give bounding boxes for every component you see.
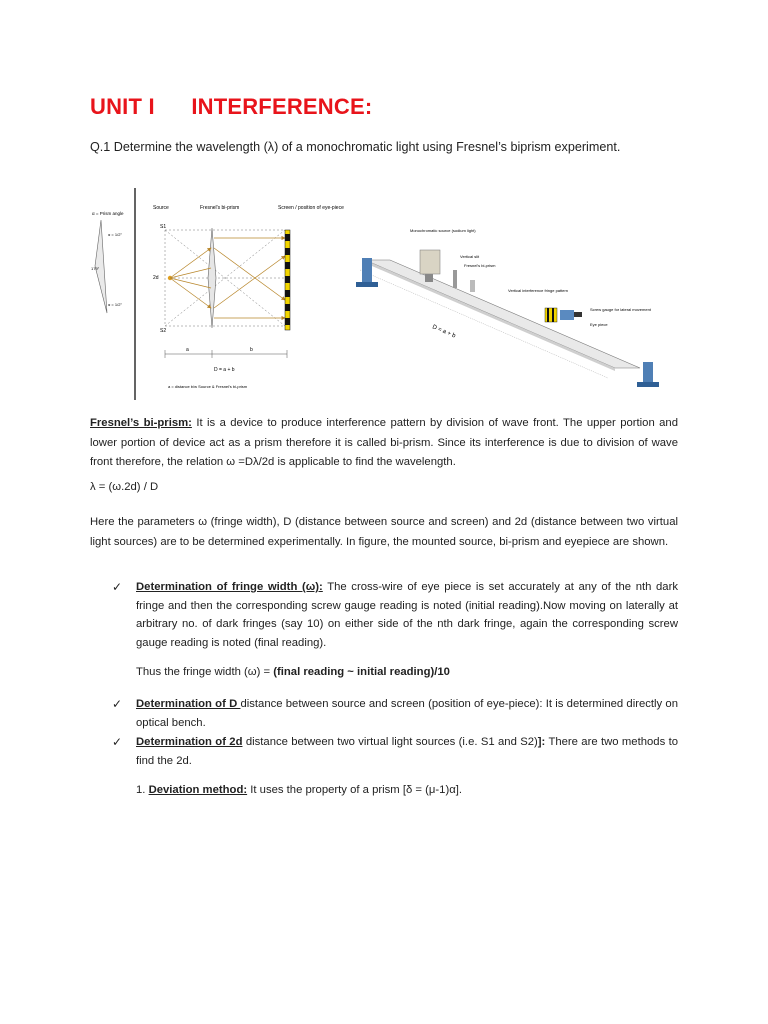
page-heading [90, 94, 372, 120]
check-icon: ✓ [112, 580, 123, 594]
source-label: Source [153, 205, 169, 211]
determine-d-text: distance between source and screen (position of eye-piece): It is determined directly on optical bench. [136, 698, 679, 729]
two-d-label: 2d [153, 275, 159, 281]
biprism-label: Fresnel's bi-prism [200, 205, 240, 211]
fringe-pattern-label: Vertical interference fringe pattern [508, 288, 569, 293]
a-label: a [186, 347, 189, 353]
biprism-diagram [80, 188, 680, 400]
mono-source-label: Monochromatic source (sodium light) [410, 228, 476, 233]
screw-gauge-label: Screw gauge for lateral movement [590, 307, 651, 312]
fringe-width-term: Determination of fringe width (ω): [136, 581, 323, 593]
determine-2d-rest: There are two methods to find the 2d. [136, 736, 678, 767]
deviation-text: It uses the property of a prism [δ = (μ-1)α]. [247, 784, 463, 796]
deviation-method [136, 781, 678, 800]
s2-label: S2 [160, 328, 167, 334]
eyepiece-label: Eye piece [590, 322, 608, 327]
fringe-width-item [136, 578, 678, 652]
biprism-term: Fresnel’s bi-prism: [90, 417, 192, 429]
bench-d-label: D = a + b [431, 324, 457, 340]
deviation-number: 1. [136, 784, 149, 796]
thus-prefix: Thus the fringe width (ω) = [136, 666, 274, 678]
angle-top-label: α = 1/2° [108, 232, 123, 237]
vertical-slit-label: Vertical slit [460, 254, 480, 259]
unit-title: INTERFERENCE: [191, 94, 373, 119]
determine-d-item [136, 695, 678, 732]
check-icon: ✓ [112, 735, 123, 749]
fringe-screen [285, 230, 290, 330]
angle-bottom-label: α = 1/2° [108, 302, 123, 307]
biprism-paragraph [90, 414, 678, 473]
parameters-paragraph: Here the parameters ω (fringe width), D (distance between source and screen) and 2d (distance between two virtual light sources) are to be determined experimentally. In figure, the mounted source, bi-prism and eyepiece are shown. [90, 516, 678, 548]
bench-biprism-label: Fresnel's bi-prism [464, 263, 496, 268]
fringe-width-formula [136, 663, 678, 682]
optical-bench [356, 250, 659, 387]
unit-label: UNIT I [90, 94, 155, 119]
biprism-shape [208, 228, 216, 328]
question-text: Q.1 Determine the wavelength (λ) of a monochromatic light using Fresnel’s biprism experiment. [90, 140, 621, 154]
a-caption: a = distance b/w Source & Fresnel's bi-prism [168, 384, 248, 389]
check-icon: ✓ [112, 697, 123, 711]
fringe-width-text: The cross-wire of eye piece is set accurately at any of the nth dark fringe and then the corresponding screw gauge reading is noted (initial reading).Now moving on laterally at arbitrary no. of dark fringes (say 10) on either side of the nth dark fringe, again the corresponding screw gauge reading is noted (final reading). [136, 581, 678, 649]
biprism-definition: It is a device to produce interference pattern by division of wave front. The upper portion and lower portion of device act as a prism therefore it is called bi-prism. Since its interference is due to division of wave front therefore, the relation ω =Dλ/2d is applicable to find the wavelength. [90, 417, 678, 468]
s1-label: S1 [160, 224, 167, 230]
screen-label: Screen / position of eye-piece [278, 205, 344, 211]
prism-angle-label: α = Prism angle [92, 211, 124, 216]
thus-formula: (final reading ~ initial reading)/10 [273, 666, 450, 678]
wavelength-formula: λ = (ω.2d) / D [90, 481, 159, 493]
deviation-term: Deviation method: [148, 784, 248, 796]
determine-d-term: Determination of D [136, 698, 241, 710]
determine-2d-colon: ]: [537, 736, 546, 748]
biprism-figure [80, 188, 680, 400]
determine-2d-text: distance between two virtual light sources (i.e. S1 and S2) [242, 736, 538, 748]
determine-2d-item [136, 733, 678, 770]
apex-angle-label: 179° [91, 266, 100, 271]
determine-2d-term: Determination of 2d [136, 736, 243, 748]
b-label: b [250, 347, 253, 353]
d-equation-label: D = a + b [214, 367, 235, 373]
